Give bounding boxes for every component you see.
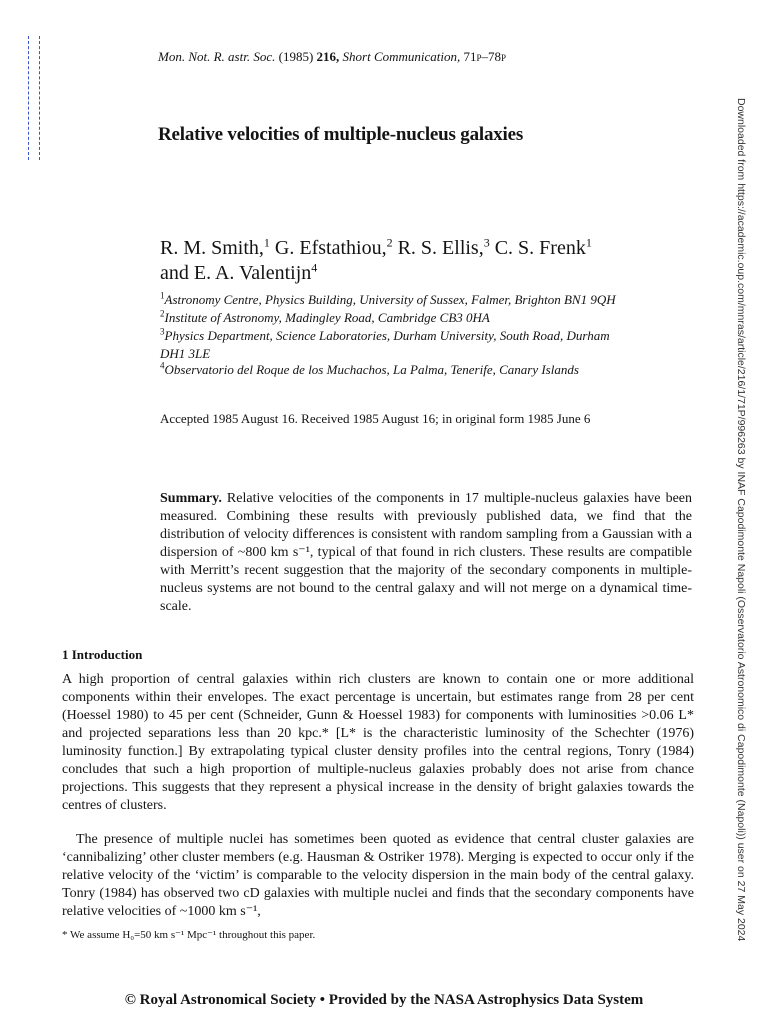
affiliation-2: $^2$Institute of Astronomy, Madingley Road, Cambridge CB3 0HA — [160, 308, 490, 325]
journal-name: Mon. Not. R. astr. Soc. — [158, 49, 276, 64]
download-watermark: Downloaded from https://academic.oup.com/mnras/article/216/1/71P/996263 by INAF Capodimonte Napoli (Osservatorio Astronomico di Capodimonte (Napoli)) user on 27 May 2024 — [735, 98, 747, 942]
summary-abstract — [160, 490, 692, 616]
summary-label: Summary. — [160, 491, 222, 506]
page-range: 71P–78P — [463, 49, 507, 64]
publication-dates: Accepted 1985 August 16. Received 1985 August 16; in original form 1985 June 6 — [160, 411, 591, 426]
article-title: Relative velocities of multiple-nucleus galaxies — [158, 124, 524, 145]
article-type: Short Communication, — [342, 49, 461, 64]
affiliation-3: $^3$Physics Department, Science Laboratories, Durham University, South Road, Durham — [160, 326, 610, 343]
intro-paragraph-1: A high proportion of central galaxies within rich clusters are known to contain one or more additional components within their envelopes. The exact percentage is uncertain, but estimates range from 28 per cent (Hoessel 1980) to 45 per cent (Schneider, Gunn & Hoessel 1983) for components with luminosities >0.06 L* and projected separations less than 20 kpc.* [L* is the characteristic luminosity of the Schechter (1976) luminosity function.] By extrapolating typical cluster density profiles into the central regions, Tonry (1984) concludes that such a high proportion of multiple-nucleus galaxies probably does not arise from chance projections. This suggests that they represent a physical increase in the density of bright galaxies towards the centres of clusters. — [62, 672, 694, 813]
author-line-2: and E. A. Valentijn$^4$ — [160, 260, 318, 284]
footer-copyright: © Royal Astronomical Society • Provided by the NASA Astrophysics Data System — [124, 992, 644, 1008]
running-head — [158, 49, 506, 65]
section-heading: 1 Introduction — [62, 647, 143, 662]
affiliation-3-cont: DH1 3LE — [160, 346, 211, 361]
author-line-1: R. M. Smith,$^1$ G. Efstathiou,$^2$ R. S. Ellis,$^3$ C. S. Frenk$^1$ — [160, 235, 592, 259]
journal-volume: 216, — [316, 49, 340, 64]
intro-paragraph-2: The presence of multiple nuclei has sometimes been quoted as evidence that central cluster galaxies are ‘cannibalizing’ other cluster members (e.g. Hausman & Ostriker 1978). Merging is expected to occur only if the relative velocity of the ‘victim’ is comparable to the velocity dispersion in the main body of the central galaxy. Tonry (1984) has observed two cD galaxies with multiple nuclei and finds that the secondary components have relative velocities of ~1000 km s⁻¹, — [62, 832, 694, 919]
affiliation-1: $^1$Astronomy Centre, Physics Building, University of Sussex, Falmer, Brighton BN1 9QH — [160, 290, 616, 307]
affiliation-4: $^4$Observatorio del Roque de los Muchachos, La Palma, Tenerife, Canary Islands — [160, 360, 579, 377]
journal-year: (1985) — [278, 49, 314, 64]
author-list — [160, 236, 592, 286]
scan-margin-mark — [28, 36, 40, 160]
footnote: * We assume H₀=50 km s⁻¹ Mpc⁻¹ throughout this paper. — [62, 929, 316, 941]
summary-text: Relative velocities of the components in 17 multiple-nucleus galaxies have been measured. Combining these results with previously published data, we find that the distribution of velocity differences is consistent with random sampling from a Gaussian with a dispersion of ~800 km s⁻¹, typical of that found in rich clusters. These results are compatible with Merritt’s recent suggestion that the majority of the secondary components in multiple-nucleus systems are not bound to the central galaxy and will not merge on a dynamical time-scale. — [160, 491, 692, 614]
